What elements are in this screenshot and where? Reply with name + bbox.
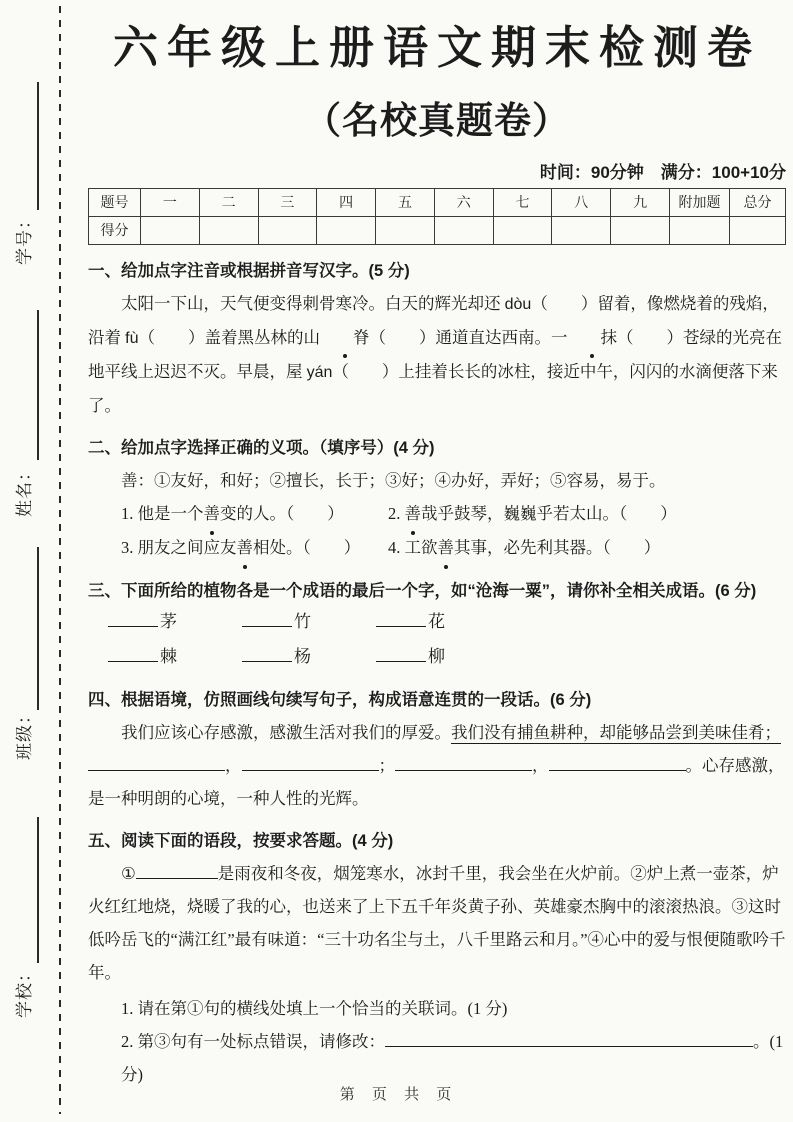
underlined-model-sentence: 我们没有捕鱼耕种，却能够品尝到美味佳肴； (451, 722, 781, 742)
dotted-character: 脊 (320, 321, 370, 354)
score-table-header-cell: 八 (552, 188, 611, 216)
section-5-question-1: 1. 请在第①句的横线处填上一个恰当的关联词。(1 分) (121, 998, 508, 1018)
score-table-header-cell: 总分 (730, 188, 786, 216)
section-5-passage (88, 857, 786, 989)
dotted-character: 善 (405, 497, 422, 531)
fill-in-blank (376, 611, 426, 627)
score-table-header-cell: 三 (258, 188, 317, 216)
question-text: 1. 他是一个 (121, 503, 204, 523)
section-1-passage (88, 287, 786, 422)
passage-text: （ ）苍绿的光亮在地平线上迟迟不灭。早晨，屋 (88, 327, 782, 381)
question-text: 哉乎鼓琴，巍巍乎若太山。（ ） (421, 503, 677, 523)
score-table-header-cell: 附加题 (670, 188, 730, 216)
score-table (88, 188, 786, 245)
idiom-last-character: 竹 (294, 611, 311, 631)
dotted-character: 善 (438, 531, 455, 565)
passage-text: （ ）上挂着长长的冰柱，接近中午，闪闪的水滴便落下来了。 (88, 361, 778, 415)
exam-title: 六年级上册语文期末检测卷 (112, 22, 761, 73)
name-label: 姓名： (15, 463, 34, 517)
class-writing-line (37, 547, 39, 710)
score-cell (730, 216, 786, 244)
question-text: 。(1 分) (121, 1031, 784, 1084)
score-table-header-row (89, 188, 786, 216)
idiom-item (108, 604, 242, 639)
question-text: 4. 工欲 (388, 537, 438, 557)
separator: ， (532, 755, 549, 775)
idiom-last-character: 花 (428, 611, 445, 631)
idiom-item (242, 604, 376, 639)
fill-in-blank (242, 646, 292, 662)
fill-in-blank (242, 611, 292, 627)
score-table-header-cell: 九 (611, 188, 670, 216)
passage-text: 太阳一下山，天气便变得刺骨寒冷。白天的辉光却还 (121, 293, 505, 313)
fill-in-blank (385, 1031, 753, 1047)
time-score-info: 时间：90分钟 满分：100+10分 (539, 162, 786, 182)
pinyin-hint: yán (306, 363, 333, 381)
section-5-heading: 五、阅读下面的语段，按要求答题。(4 分) (88, 831, 394, 850)
question-text: 3. 朋友之间应友 (121, 537, 237, 557)
passage-text: 是雨夜和冬夜，烟笼寒水，冰封千里，我会坐在火炉前。②炉上煮一壶茶，炉火红红地烧，烧暖了我的心，也送来了上下五千年炎黄子孙、英雄豪杰胸中的滚滚热浪。③这时低吟岳飞的“满江红”最有味道：“三十功名尘与土，八千里路云和月。”④心中的爱与恨便随歌吟千年。 (88, 863, 786, 982)
score-table-header-cell: 四 (317, 188, 376, 216)
score-cell (376, 216, 435, 244)
question-text: 其事，必先利其器。（ ） (454, 537, 661, 557)
circled-number: ① (121, 863, 136, 883)
pinyin-hint: dòu (504, 295, 532, 313)
idiom-item (242, 639, 376, 674)
score-row-label: 得分 (89, 216, 141, 244)
section-2-definitions: 善：①友好，和好；②擅长，长于；③好；④办好，弄好；⑤容易，易于。 (121, 470, 666, 490)
idiom-item (376, 604, 510, 639)
fill-in-blank (136, 863, 218, 879)
school-label: 学校： (15, 964, 34, 1018)
score-cell (258, 216, 317, 244)
score-cell (611, 216, 670, 244)
idiom-last-character: 茅 (160, 611, 177, 631)
idiom-last-character: 棘 (160, 646, 177, 666)
question-item (88, 531, 388, 565)
section-4-passage (88, 716, 786, 815)
section-2-heading: 二、给加点字选择正确的义项。（填序号）(4 分) (88, 438, 435, 457)
fill-in-blank (108, 611, 158, 627)
student-id-writing-line (37, 82, 39, 210)
section-3-row-1 (88, 604, 786, 639)
score-cell (434, 216, 493, 244)
binding-dashed-line (59, 6, 61, 1114)
section-2-row-2 (88, 531, 786, 565)
score-cell (670, 216, 730, 244)
exam-subtitle: （名校真题卷） (304, 99, 570, 141)
score-table-header-cell: 二 (199, 188, 258, 216)
page-footer: 第 页 共 页 (339, 1086, 454, 1103)
question-item (388, 531, 786, 565)
score-table-header-cell: 题号 (89, 188, 141, 216)
separator: ； (378, 755, 395, 775)
fill-in-blank (549, 755, 686, 771)
dotted-character: 抹 (567, 321, 617, 354)
main-content (88, 22, 786, 1091)
score-cell (317, 216, 376, 244)
score-table-header-cell: 五 (376, 188, 435, 216)
passage-text: （ ）盖着黑丛林的山 (138, 327, 320, 347)
score-table-header-cell: 六 (434, 188, 493, 216)
idiom-last-character: 柳 (428, 646, 445, 666)
section-3-heading: 三、下面所给的植物各是一个成语的最后一个字，如“沧海一粟”，请你补全相关成语。(6 分) (88, 581, 757, 600)
student-id-label: 学号： (15, 211, 34, 265)
name-writing-line (37, 310, 39, 460)
score-table-header-cell: 一 (141, 188, 200, 216)
section-5-question-2 (88, 1025, 786, 1091)
score-table-score-row (89, 216, 786, 244)
idiom-item (376, 639, 510, 674)
section-3-row-2 (88, 639, 786, 674)
question-item (88, 497, 388, 531)
pinyin-hint: fù (125, 329, 139, 347)
fill-in-blank (108, 646, 158, 662)
fill-in-blank (395, 755, 532, 771)
dotted-character: 善 (204, 497, 221, 531)
passage-text: 我们应该心存感激，感激生活对我们的厚爱。 (121, 722, 451, 742)
fill-in-blank (88, 755, 225, 771)
score-table-header-cell: 七 (493, 188, 552, 216)
score-cell (552, 216, 611, 244)
class-label: 班级： (15, 706, 34, 760)
fill-in-blank (376, 646, 426, 662)
score-cell (199, 216, 258, 244)
section-2-row-1 (88, 497, 786, 531)
question-text: 相处。（ ） (253, 537, 361, 557)
section-4-heading: 四、根据语境，仿照画线句续写句子，构成语意连贯的一段话。(6 分) (88, 690, 592, 709)
idiom-last-character: 杨 (294, 646, 311, 666)
score-cell (141, 216, 200, 244)
score-cell (493, 216, 552, 244)
dotted-character: 善 (237, 531, 254, 565)
fill-in-blank (242, 755, 379, 771)
passage-text: 。心存感激，是一种明朗的心境，一种人性的光辉。 (88, 755, 785, 808)
section-1-heading: 一、给加点字注音或根据拼音写汉字。(5 分) (88, 261, 410, 280)
question-text: 变的人。（ ） (220, 503, 344, 523)
question-text: 2. (388, 503, 405, 523)
idiom-item (108, 639, 242, 674)
separator: ， (225, 755, 242, 775)
question-item (388, 497, 786, 531)
school-writing-line (37, 817, 39, 963)
passage-text: （ ）通道直达西南。一 (369, 327, 568, 347)
question-text: 2. 第③句有一处标点错误，请修改： (121, 1031, 385, 1051)
passage-text: （ ）留着，像燃烧着的残焰，沿着 (88, 293, 779, 347)
